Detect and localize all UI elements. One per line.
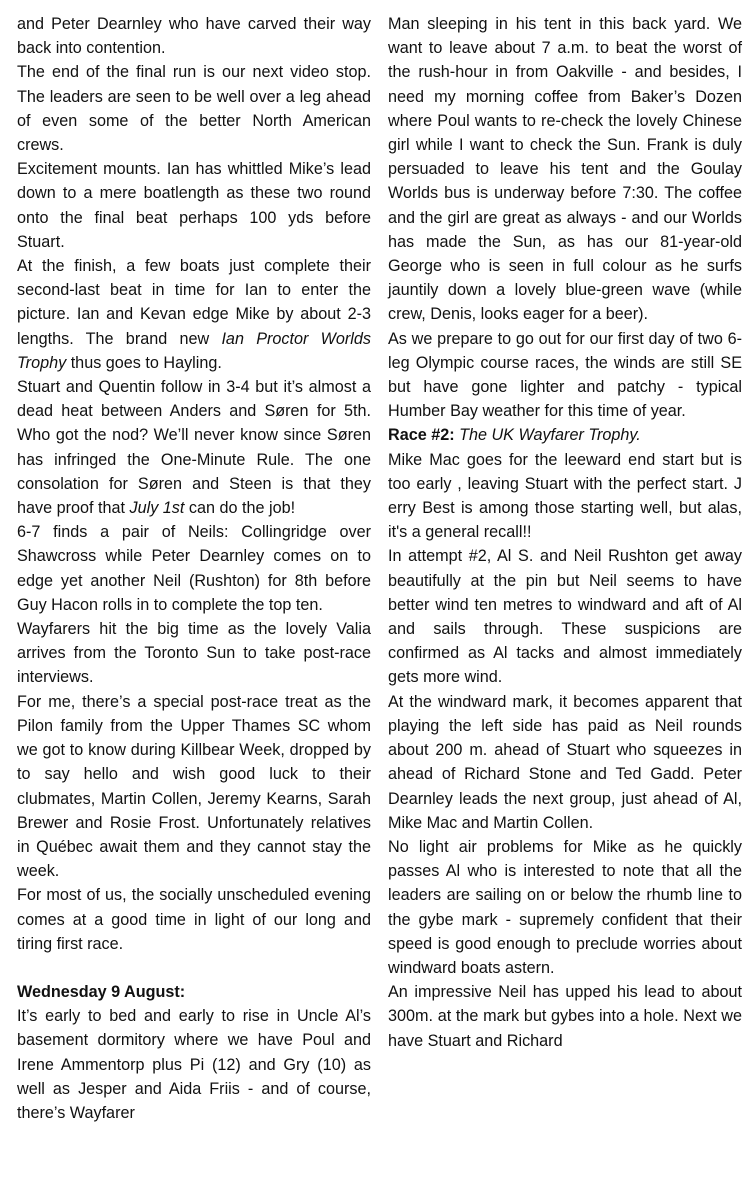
paragraph: As we prepare to go out for our first day of two 6-leg Olympic course races, the winds are still SE but have gone lighter and patchy - typical Humber Bay weather for this time of year.: [388, 329, 742, 421]
race-heading: [388, 423, 742, 447]
paragraph: Excitement mounts. Ian has whittled Mike’s lead down to a mere boatlength as these two round onto the final beat perhaps 100 yds before Stuart.: [17, 160, 371, 251]
text-run: can do the job!: [188, 499, 296, 518]
paragraph: Mike Mac goes for the leeward end start but is too early , leaving Stuart with the perfect start. J erry Best is among those starting well, but alas, it's a general recall!!: [388, 450, 742, 542]
paragraph: [17, 254, 371, 375]
day-heading: Wednesday 9 August:: [17, 982, 186, 1001]
paragraph: For most of us, the socially unscheduled evening comes at a good time in light of our long and tiring first race.: [17, 886, 371, 953]
paragraph: 6-7 finds a pair of Neils: Collingridge over Shawcross while Peter Dearnley comes on to edge yet another Neil (Rushton) for 8th before Guy Hacon rolls in to complete the top ten.: [17, 523, 371, 614]
race-number: Race #2:: [388, 426, 455, 445]
paragraph: Man sleeping in his tent in this back yard. We want to leave about 7 a.m. to beat the worst of the rush-hour in from Oakville - and besides, I need my morning coffee from Baker’s Dozen where Poul wants to re-check the lovely Chinese girl while I want to check the Sun. Frank is duly persuaded to leave his tent and the Goulay Worlds bus is underway before 7:30. The coffee and the girl are great as always - and our Worlds has made the Sun, as has our 81-year-old George who is seen in full colour as he surfs jauntily down a lovely blue-green wave (while crew, Denis, looks eager for a beer).: [388, 15, 742, 324]
left-column: [17, 12, 371, 1125]
paragraph: It’s early to bed and early to rise in Uncle Al’s basement dormitory where we have Poul and Irene Ammentorp plus Pi (12) and Gry (10) as well as Jesper and Aida Friis - and of course, there’s Wayfarer: [17, 1007, 371, 1122]
paragraph: [17, 375, 371, 520]
text-run: Stuart and Quentin follow in 3-4 but it’s almost a dead heat between Anders and Søren for 5th. Who got the nod? We’ll never know since Søren has infringed the One-Minute Rule. The one consolation for Søren and Steen is that they have proof that: [17, 378, 371, 518]
paragraph: Wayfarers hit the big time as the lovely Valia arrives from the Toronto Sun to take post-race interviews.: [17, 620, 371, 687]
text-run: thus goes to Hayling.: [70, 353, 222, 372]
paragraph: In attempt #2, Al S. and Neil Rushton get away beautifully at the pin but Neil seems to have better wind ten metres to windward and aft of Al and sails through. These suspicions are confirmed as Al tacks and almost immediately gets more wind.: [388, 547, 742, 687]
paragraph: At the windward mark, it becomes apparent that playing the left side has paid as Neil rounds about 200 m. ahead of Stuart who squeezes in ahead of Richard Stone and Ted Gadd. Peter Dearnley leads the next group, just ahead of Al, Mike Mac and Martin Collen.: [388, 692, 742, 832]
paragraph: An impressive Neil has upped his lead to about 300m. at the mark but gybes into a hole. Next we have Stuart and Richard: [388, 983, 742, 1050]
paragraph: The end of the final run is our next video stop. The leaders are seen to be well over a leg ahead of even some of the better North American crews.: [17, 63, 371, 155]
boat-name: July 1st: [129, 499, 185, 518]
spacer: [17, 956, 371, 980]
trophy-name: Ian Proctor Worlds Trophy: [17, 329, 371, 372]
race-trophy-name: The UK Wayfarer Trophy.: [459, 426, 641, 445]
paragraph: and Peter Dearnley who have carved their way back into contention.: [17, 15, 371, 58]
right-column: [388, 12, 742, 1053]
paragraph: For me, there’s a special post-race treat as the Pilon family from the Upper Thames SC whom we got to know during Killbear Week, dropped by to say hello and wish good luck to their clubmates, Martin Collen, Jeremy Kearns, Sarah Brewer and Rosie Frost. Unfortunately relatives in Québec await them and they cannot stay the week.: [17, 692, 371, 881]
text-run: At the finish, a few boats just complete their second-last beat in time for Ian to enter the picture. Ian and Kevan edge Mike by about 2-3 lengths. The brand new: [17, 257, 371, 348]
paragraph: No light air problems for Mike as he quickly passes Al who is interested to note that all the leaders are sailing on or below the rhumb line to the gybe mark - supremely confident that their speed is good enough to preclude worries about windward boats astern.: [388, 837, 742, 977]
